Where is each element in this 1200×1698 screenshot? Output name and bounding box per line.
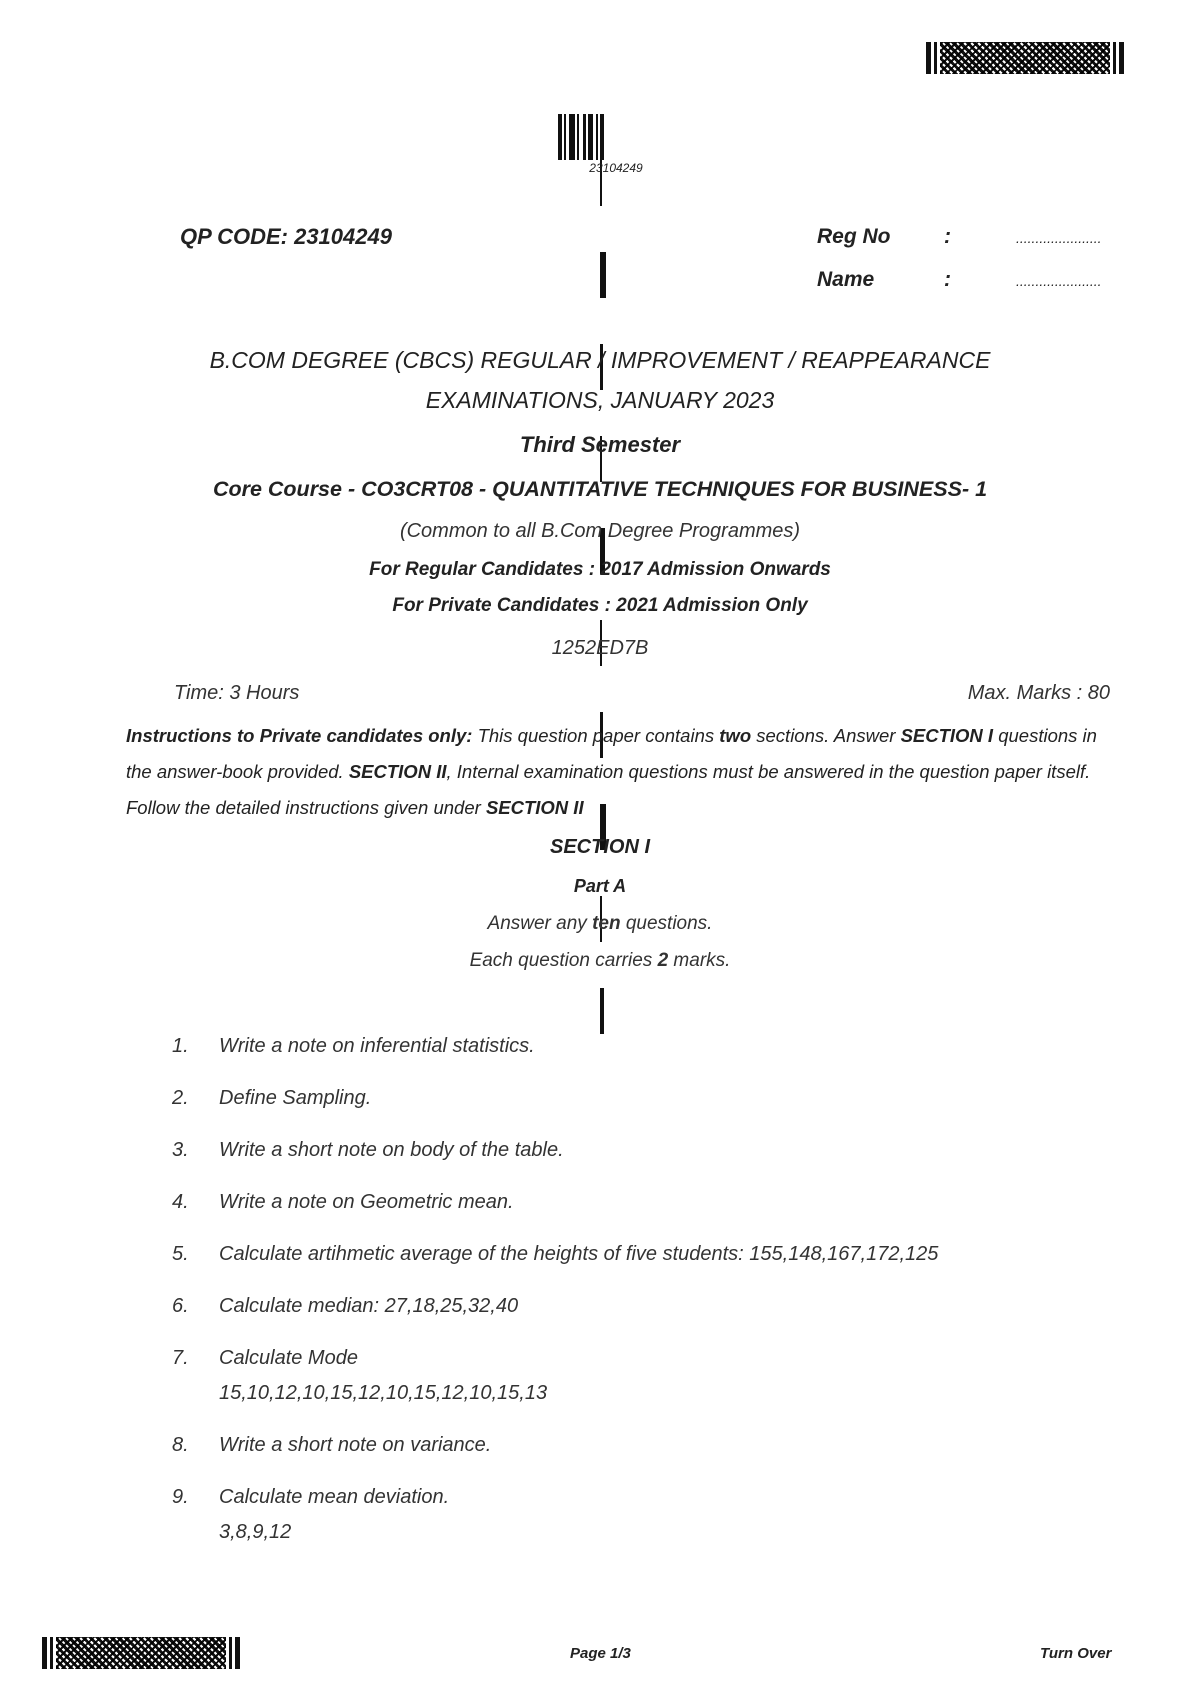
instructions-bold-2: SECTION I	[900, 725, 994, 746]
private-candidates: For Private Candidates : 2021 Admission Only	[392, 595, 808, 616]
question-text: Calculate artihmetic average of the heights of five students: 155,148,167,172,125	[219, 1243, 939, 1265]
question-text: Write a note on Geometric mean.	[219, 1191, 514, 1213]
question-text: Write a short note on body of the table.	[219, 1139, 564, 1161]
marks-pre: Each question carries	[469, 950, 658, 971]
name-field: ......................	[1016, 273, 1102, 289]
answer-post: questions.	[620, 913, 713, 934]
exam-title-line1: B.COM DEGREE (CBCS) REGULAR / IMPROVEMENT / REAPPEARANCE	[209, 347, 991, 373]
question-number: 1.	[172, 1035, 189, 1057]
reg-no-label: Reg No	[817, 225, 891, 248]
part-title: Part A	[573, 876, 627, 896]
semester: Third Semester	[519, 432, 681, 457]
paper-code: 1252ED7B	[551, 637, 649, 659]
common-note: (Common to all B.Com Degree Programmes)	[399, 520, 801, 542]
top-right-barcode	[926, 42, 1128, 74]
name-label: Name	[817, 268, 875, 291]
question-number: 5.	[172, 1243, 189, 1265]
question-text: Write a note on inferential statistics.	[219, 1035, 535, 1057]
instructions-text-3: questions in the answer-book provided.	[126, 725, 1097, 782]
question-number: 3.	[172, 1139, 189, 1161]
course-title: Core Course - CO3CRT08 - QUANTITATIVE TECHNIQUES FOR BUSINESS- 1	[212, 477, 988, 501]
question-text: Define Sampling.	[219, 1087, 372, 1109]
question-number: 8.	[172, 1434, 189, 1456]
question-number: 7.	[172, 1347, 189, 1369]
instructions-bold-4: SECTION II	[485, 797, 584, 818]
question-number: 6.	[172, 1295, 189, 1317]
marks-post: marks.	[668, 950, 731, 971]
qp-code: QP CODE: 23104249	[180, 224, 392, 249]
question-text: Calculate mean deviation.	[219, 1486, 450, 1508]
instructions-text-2: sections. Answer	[751, 725, 901, 746]
instructions-bold-1: two	[719, 725, 752, 746]
reg-no-field: ......................	[1016, 230, 1102, 246]
question-text: Calculate Mode	[219, 1347, 358, 1369]
question-number: 4.	[172, 1191, 189, 1213]
instructions-lead: Instructions to Private candidates only:	[126, 725, 473, 746]
marks-bold: 2	[657, 950, 669, 971]
question-text: Calculate median: 27,18,25,32,40	[219, 1295, 519, 1317]
instructions-text-1: This question paper contains	[472, 725, 720, 746]
max-marks: Max. Marks : 80	[967, 682, 1110, 704]
page-number: Page 1/3	[570, 1645, 631, 1662]
question-number: 2.	[172, 1087, 189, 1109]
question-data: 3,8,9,12	[219, 1521, 292, 1543]
barcode-number: 23104249	[589, 161, 643, 175]
question-data: 15,10,12,10,15,12,10,15,12,10,15,13	[219, 1382, 548, 1404]
time-allowed: Time: 3 Hours	[174, 682, 300, 704]
reg-no-colon: :	[944, 225, 951, 248]
bottom-left-barcode	[42, 1637, 244, 1669]
instructions-bold-3: SECTION II	[348, 761, 447, 782]
answer-pre: Answer any	[487, 913, 593, 934]
marks-instruction	[0, 950, 1200, 972]
regular-candidates: For Regular Candidates : 2017 Admission Onwards	[369, 559, 831, 580]
center-barcode	[558, 114, 674, 160]
instructions-text-4: , Internal examination questions must be answered in the question paper itself. Follow the detailed instructions given under	[126, 761, 1091, 818]
name-colon: :	[944, 268, 951, 291]
question-text: Write a short note on variance.	[219, 1434, 492, 1456]
turn-over: Turn Over	[1040, 1645, 1112, 1662]
section-title: SECTION I	[549, 836, 650, 858]
answer-instruction	[0, 913, 1200, 935]
instructions	[126, 718, 1106, 826]
answer-bold: ten	[592, 913, 621, 934]
exam-title-line2: EXAMINATIONS, JANUARY 2023	[425, 387, 775, 413]
question-number: 9.	[172, 1486, 189, 1508]
